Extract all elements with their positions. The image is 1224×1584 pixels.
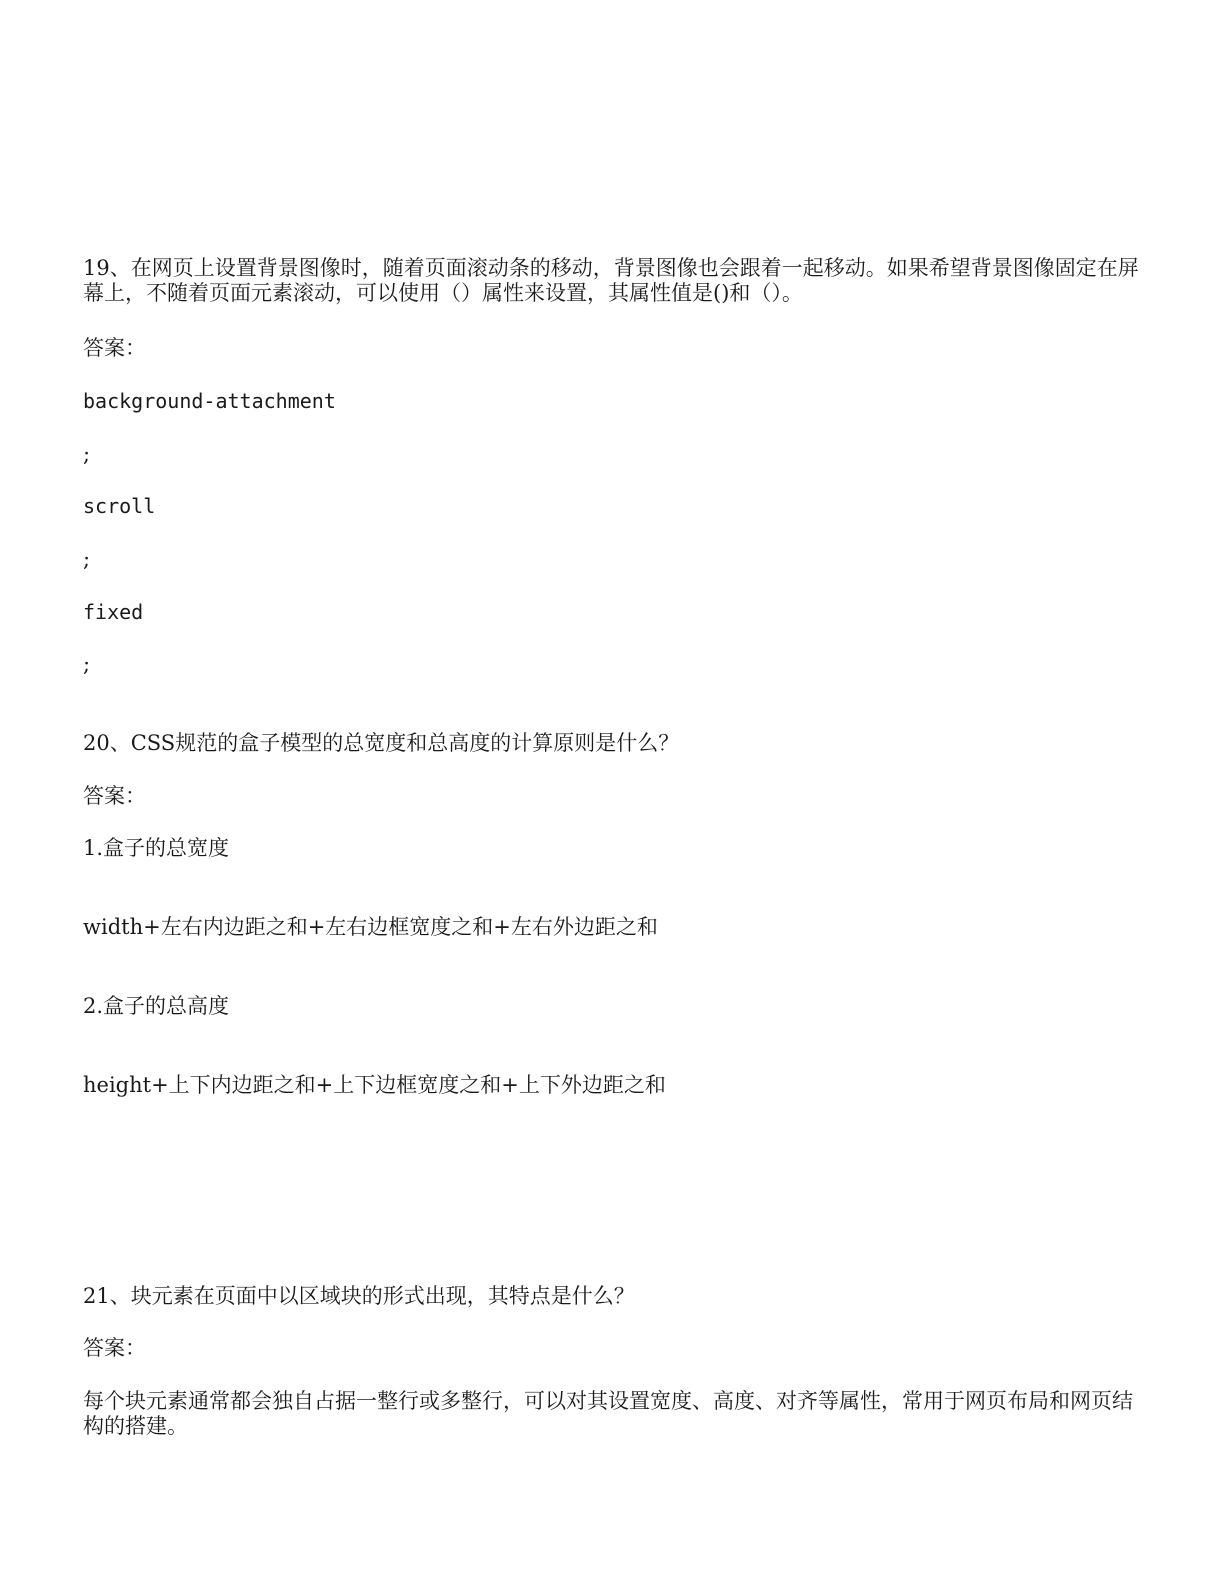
- question-20-text: 20、CSS规范的盒子模型的总宽度和总高度的计算原则是什么？: [83, 731, 680, 755]
- question-21-answer-text: 每个块元素通常都会独自占据一整行或多整行，可以对其设置宽度、高度、对齐等属性，常用于网页布局和网页结构的搭建。: [83, 1389, 1133, 1438]
- question-20-answer-label: 答案：: [83, 784, 146, 808]
- answer-separator: ;: [83, 442, 91, 466]
- question-19-text: 19、在网页上设置背景图像时，随着页面滚动条的移动，背景图像也会跟着一起移动。如果希望背景图像固定在屏幕上，不随着页面元素滚动，可以使用（）属性来设置，其属性值是()和（）。: [83, 256, 1139, 305]
- question-21-answer-label: 答案：: [83, 1336, 146, 1360]
- box-height-heading: 2.盒子的总高度: [83, 994, 230, 1018]
- answer-separator: ;: [83, 652, 91, 676]
- answer-fixed: fixed: [83, 600, 144, 624]
- answer-scroll: scroll: [83, 494, 156, 518]
- question-21-text: 21、块元素在页面中以区域块的形式出现，其特点是什么？: [83, 1284, 635, 1308]
- box-width-formula: width+左右内边距之和+左右边框宽度之和+左右外边距之和: [83, 915, 658, 939]
- box-height-formula: height+上下内边距之和+上下边框宽度之和+上下外边距之和: [83, 1073, 666, 1097]
- question-19-answer-label: 答案：: [83, 336, 146, 360]
- answer-background-attachment: background-attachment: [83, 389, 336, 413]
- box-width-heading: 1.盒子的总宽度: [83, 836, 230, 860]
- answer-separator: ;: [83, 547, 91, 571]
